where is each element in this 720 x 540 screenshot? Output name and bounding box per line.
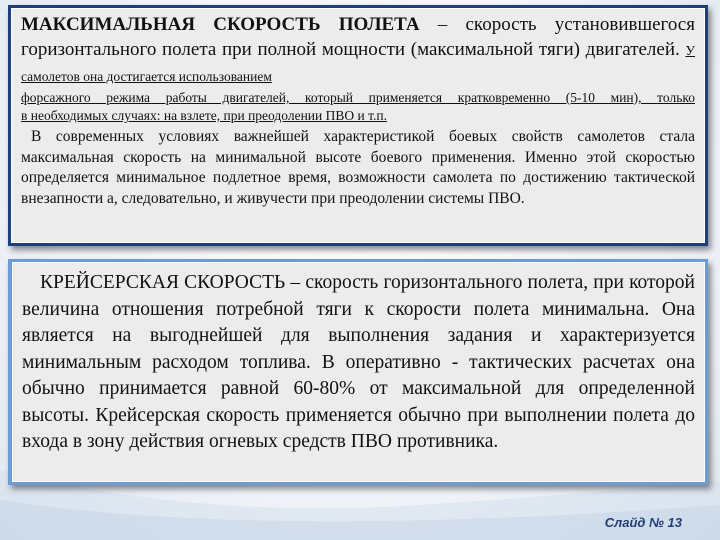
max-speed-block — [8, 5, 708, 246]
cruise-speed-definition — [22, 270, 695, 456]
afterburner-note-line-2: форсажного режима работы двигателей, который применяется кратковременно (5-10 мин), только — [21, 90, 695, 105]
slide-number-label: Слайд № 13 — [604, 515, 682, 530]
max-speed-paragraph: В современных условиях важнейшей характеристикой боевых свойств самолетов стала максимальная скорость на минимальной высоте боевого применения. Именно этой скоростью определяется минимальное подлетное время, возможности самолета по достижению тактической внезапности а, следовательно, и живучести при преодолении системы ПВО. — [21, 128, 695, 207]
cruise-speed-block — [8, 259, 708, 485]
afterburner-note-line-1: У самолетов она достигается использованием — [21, 43, 695, 84]
max-speed-definition — [21, 12, 695, 89]
afterburner-note-line-3: в необходимых случаях: на взлете, при преодолении ПВО и т.п. — [21, 108, 387, 123]
max-speed-definition-text: – скорость установившегося горизонтального полета при полной мощности (максимальной тяги) двигателей. — [21, 14, 695, 60]
cruise-speed-text: – скорость горизонтального полета, при которой величина отношения потребной тяги к скорости полета минимальна. Она является на выгоднейшей для выполнения задания и характеризуется минимальным расходом топлива. В оперативно - тактических расчетах она обычно принимается равной 60-80% от максимальной для определенной высоты. Крейсерская скорость применяется обычно при выполнении полета до входа в зону действия огневых средств ПВО противника. — [22, 272, 695, 452]
max-speed-term: МАКСИМАЛЬНАЯ СКОРОСТЬ ПОЛЕТА — [21, 14, 420, 35]
cruise-speed-term: КРЕЙСЕРСКАЯ СКОРОСТЬ — [40, 272, 286, 293]
